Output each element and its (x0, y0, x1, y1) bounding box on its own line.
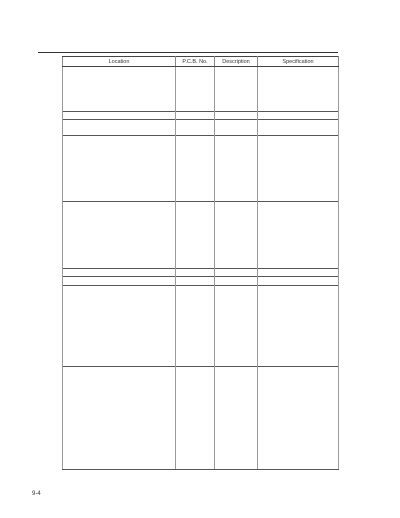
cell-location (63, 351, 176, 358)
table-row (63, 111, 339, 119)
cell-specification (258, 277, 339, 285)
cell-pcb-no (176, 150, 215, 157)
cell-pcb-no (176, 179, 215, 186)
table-row (63, 344, 339, 351)
cell-specification (258, 329, 339, 336)
cell-pcb-no (176, 337, 215, 344)
cell-pcb-no (176, 202, 215, 210)
cell-description (215, 300, 258, 307)
cell-description (215, 433, 258, 440)
cell-specification (258, 403, 339, 410)
cell-pcb-no (176, 440, 215, 447)
cell-location (63, 202, 176, 210)
cell-specification (258, 396, 339, 403)
cell-location (63, 253, 176, 260)
cell-location (63, 111, 176, 119)
cell-location (63, 293, 176, 300)
cell-pcb-no (176, 143, 215, 150)
cell-description (215, 293, 258, 300)
cell-description (215, 269, 258, 277)
table-row (63, 135, 339, 143)
cell-description (215, 462, 258, 470)
cell-specification (258, 74, 339, 81)
cell-location (63, 374, 176, 381)
cell-location (63, 454, 176, 461)
cell-description (215, 344, 258, 351)
cell-specification (258, 359, 339, 367)
table-row (63, 374, 339, 381)
table-row (63, 96, 339, 103)
cell-description (215, 308, 258, 315)
cell-specification (258, 308, 339, 315)
cell-pcb-no (176, 165, 215, 172)
table-row (63, 433, 339, 440)
cell-pcb-no (176, 103, 215, 111)
cell-pcb-no (176, 135, 215, 143)
cell-description (215, 337, 258, 344)
table-row (63, 269, 339, 277)
cell-description (215, 158, 258, 165)
cell-pcb-no (176, 74, 215, 81)
cell-pcb-no (176, 253, 215, 260)
table-row (63, 150, 339, 157)
cell-location (63, 366, 176, 374)
cell-description (215, 224, 258, 231)
cell-specification (258, 194, 339, 202)
table-row (63, 329, 339, 336)
table-body (63, 67, 339, 470)
table-row (63, 224, 339, 231)
table-row (63, 127, 339, 135)
cell-location (63, 179, 176, 186)
cell-pcb-no (176, 411, 215, 418)
table-row (63, 67, 339, 75)
cell-pcb-no (176, 293, 215, 300)
cell-specification (258, 411, 339, 418)
cell-description (215, 277, 258, 285)
cell-specification (258, 261, 339, 269)
cell-description (215, 329, 258, 336)
cell-location (63, 74, 176, 81)
cell-specification (258, 172, 339, 179)
cell-location (63, 120, 176, 128)
cell-description (215, 67, 258, 75)
cell-location (63, 165, 176, 172)
table-row (63, 447, 339, 454)
cell-pcb-no (176, 462, 215, 470)
cell-specification (258, 179, 339, 186)
table-row (63, 308, 339, 315)
cell-pcb-no (176, 239, 215, 246)
cell-description (215, 210, 258, 217)
parts-list-table (62, 56, 339, 470)
table-row (63, 103, 339, 111)
cell-specification (258, 158, 339, 165)
cell-description (215, 239, 258, 246)
cell-location (63, 285, 176, 293)
table-row (63, 217, 339, 224)
cell-specification (258, 366, 339, 374)
table-row (63, 202, 339, 210)
cell-location (63, 433, 176, 440)
table-row (63, 418, 339, 425)
cell-specification (258, 150, 339, 157)
cell-location (63, 462, 176, 470)
cell-specification (258, 322, 339, 329)
cell-description (215, 389, 258, 396)
cell-specification (258, 433, 339, 440)
table-row (63, 359, 339, 367)
cell-location (63, 300, 176, 307)
cell-location (63, 447, 176, 454)
cell-location (63, 337, 176, 344)
cell-specification (258, 293, 339, 300)
cell-pcb-no (176, 403, 215, 410)
cell-description (215, 74, 258, 81)
table-row (63, 277, 339, 285)
table-row (63, 74, 339, 81)
cell-description (215, 366, 258, 374)
table-row (63, 300, 339, 307)
column-header-description: Description (215, 57, 258, 67)
cell-pcb-no (176, 389, 215, 396)
cell-pcb-no (176, 300, 215, 307)
cell-description (215, 127, 258, 135)
cell-pcb-no (176, 96, 215, 103)
cell-specification (258, 67, 339, 75)
header-rule (38, 52, 338, 53)
cell-specification (258, 96, 339, 103)
cell-location (63, 232, 176, 239)
table-row (63, 351, 339, 358)
cell-pcb-no (176, 315, 215, 322)
table-header-row (63, 57, 339, 67)
cell-specification (258, 89, 339, 96)
cell-description (215, 135, 258, 143)
table-row (63, 315, 339, 322)
table-row (63, 253, 339, 260)
table-row (63, 293, 339, 300)
cell-pcb-no (176, 224, 215, 231)
cell-description (215, 403, 258, 410)
table-row (63, 285, 339, 293)
cell-specification (258, 381, 339, 388)
cell-specification (258, 351, 339, 358)
cell-description (215, 351, 258, 358)
cell-location (63, 308, 176, 315)
cell-specification (258, 269, 339, 277)
cell-pcb-no (176, 246, 215, 253)
table-row (63, 462, 339, 470)
cell-specification (258, 418, 339, 425)
cell-pcb-no (176, 232, 215, 239)
cell-description (215, 285, 258, 293)
table-row (63, 440, 339, 447)
cell-pcb-no (176, 308, 215, 315)
cell-pcb-no (176, 396, 215, 403)
cell-specification (258, 253, 339, 260)
cell-location (63, 403, 176, 410)
cell-description (215, 359, 258, 367)
cell-pcb-no (176, 447, 215, 454)
cell-location (63, 172, 176, 179)
table-row (63, 411, 339, 418)
cell-description (215, 172, 258, 179)
cell-description (215, 411, 258, 418)
cell-specification (258, 202, 339, 210)
cell-location (63, 411, 176, 418)
cell-specification (258, 135, 339, 143)
table-row (63, 179, 339, 186)
cell-pcb-no (176, 374, 215, 381)
table-row (63, 82, 339, 89)
cell-pcb-no (176, 359, 215, 367)
cell-description (215, 454, 258, 461)
cell-description (215, 165, 258, 172)
cell-location (63, 418, 176, 425)
cell-specification (258, 425, 339, 432)
cell-pcb-no (176, 120, 215, 128)
table-row (63, 454, 339, 461)
cell-location (63, 344, 176, 351)
cell-location (63, 143, 176, 150)
table-row (63, 158, 339, 165)
table-row (63, 366, 339, 374)
cell-specification (258, 111, 339, 119)
cell-description (215, 261, 258, 269)
cell-pcb-no (176, 187, 215, 194)
cell-specification (258, 440, 339, 447)
cell-pcb-no (176, 82, 215, 89)
cell-pcb-no (176, 210, 215, 217)
table-row (63, 239, 339, 246)
cell-location (63, 246, 176, 253)
cell-specification (258, 337, 339, 344)
cell-description (215, 103, 258, 111)
cell-pcb-no (176, 322, 215, 329)
cell-description (215, 253, 258, 260)
cell-pcb-no (176, 344, 215, 351)
table-row (63, 210, 339, 217)
cell-description (215, 315, 258, 322)
cell-specification (258, 239, 339, 246)
cell-location (63, 329, 176, 336)
cell-description (215, 374, 258, 381)
cell-specification (258, 389, 339, 396)
cell-description (215, 187, 258, 194)
cell-pcb-no (176, 329, 215, 336)
cell-location (63, 135, 176, 143)
cell-location (63, 440, 176, 447)
cell-location (63, 396, 176, 403)
cell-specification (258, 315, 339, 322)
table-row (63, 232, 339, 239)
cell-location (63, 96, 176, 103)
cell-pcb-no (176, 158, 215, 165)
cell-description (215, 82, 258, 89)
cell-pcb-no (176, 194, 215, 202)
cell-location (63, 150, 176, 157)
cell-pcb-no (176, 351, 215, 358)
cell-location (63, 322, 176, 329)
cell-location (63, 187, 176, 194)
cell-specification (258, 143, 339, 150)
column-header-specification: Specification (258, 57, 339, 67)
cell-specification (258, 462, 339, 470)
cell-specification (258, 82, 339, 89)
table-row (63, 261, 339, 269)
table-row (63, 120, 339, 128)
cell-description (215, 111, 258, 119)
cell-pcb-no (176, 261, 215, 269)
cell-specification (258, 120, 339, 128)
cell-description (215, 440, 258, 447)
cell-description (215, 246, 258, 253)
cell-location (63, 103, 176, 111)
cell-pcb-no (176, 454, 215, 461)
cell-specification (258, 454, 339, 461)
table-row (63, 322, 339, 329)
cell-location (63, 89, 176, 96)
cell-specification (258, 447, 339, 454)
cell-pcb-no (176, 425, 215, 432)
cell-location (63, 158, 176, 165)
cell-description (215, 150, 258, 157)
cell-pcb-no (176, 67, 215, 75)
cell-location (63, 217, 176, 224)
cell-specification (258, 165, 339, 172)
cell-description (215, 120, 258, 128)
cell-description (215, 322, 258, 329)
cell-pcb-no (176, 418, 215, 425)
cell-location (63, 127, 176, 135)
cell-location (63, 425, 176, 432)
cell-specification (258, 344, 339, 351)
cell-description (215, 396, 258, 403)
table-row (63, 337, 339, 344)
column-header-location: Location (63, 57, 176, 67)
cell-description (215, 89, 258, 96)
table-row (63, 396, 339, 403)
cell-specification (258, 224, 339, 231)
table-row (63, 381, 339, 388)
cell-description (215, 194, 258, 202)
table-row (63, 89, 339, 96)
page-number: 9-4 (32, 491, 41, 497)
cell-description (215, 202, 258, 210)
cell-location (63, 261, 176, 269)
cell-location (63, 239, 176, 246)
cell-description (215, 447, 258, 454)
cell-specification (258, 103, 339, 111)
cell-location (63, 224, 176, 231)
cell-description (215, 143, 258, 150)
cell-pcb-no (176, 433, 215, 440)
cell-description (215, 232, 258, 239)
cell-specification (258, 217, 339, 224)
cell-location (63, 381, 176, 388)
cell-description (215, 96, 258, 103)
cell-specification (258, 374, 339, 381)
cell-location (63, 67, 176, 75)
cell-location (63, 82, 176, 89)
cell-specification (258, 285, 339, 293)
cell-description (215, 425, 258, 432)
cell-description (215, 418, 258, 425)
cell-pcb-no (176, 381, 215, 388)
cell-specification (258, 210, 339, 217)
cell-pcb-no (176, 285, 215, 293)
cell-pcb-no (176, 277, 215, 285)
table-row (63, 172, 339, 179)
cell-pcb-no (176, 89, 215, 96)
table-row (63, 246, 339, 253)
cell-pcb-no (176, 269, 215, 277)
cell-location (63, 359, 176, 367)
cell-specification (258, 232, 339, 239)
table-row (63, 389, 339, 396)
cell-pcb-no (176, 217, 215, 224)
column-header-pcb-no: P.C.B. No. (176, 57, 215, 67)
cell-pcb-no (176, 111, 215, 119)
table-row (63, 165, 339, 172)
cell-location (63, 194, 176, 202)
cell-pcb-no (176, 172, 215, 179)
cell-location (63, 389, 176, 396)
cell-specification (258, 127, 339, 135)
cell-pcb-no (176, 127, 215, 135)
table-row (63, 425, 339, 432)
cell-location (63, 269, 176, 277)
cell-specification (258, 300, 339, 307)
cell-description (215, 179, 258, 186)
cell-description (215, 217, 258, 224)
table-row (63, 187, 339, 194)
table-row (63, 403, 339, 410)
cell-location (63, 277, 176, 285)
cell-specification (258, 187, 339, 194)
table-row (63, 194, 339, 202)
cell-description (215, 381, 258, 388)
cell-specification (258, 246, 339, 253)
cell-location (63, 315, 176, 322)
cell-pcb-no (176, 366, 215, 374)
table-row (63, 143, 339, 150)
cell-location (63, 210, 176, 217)
